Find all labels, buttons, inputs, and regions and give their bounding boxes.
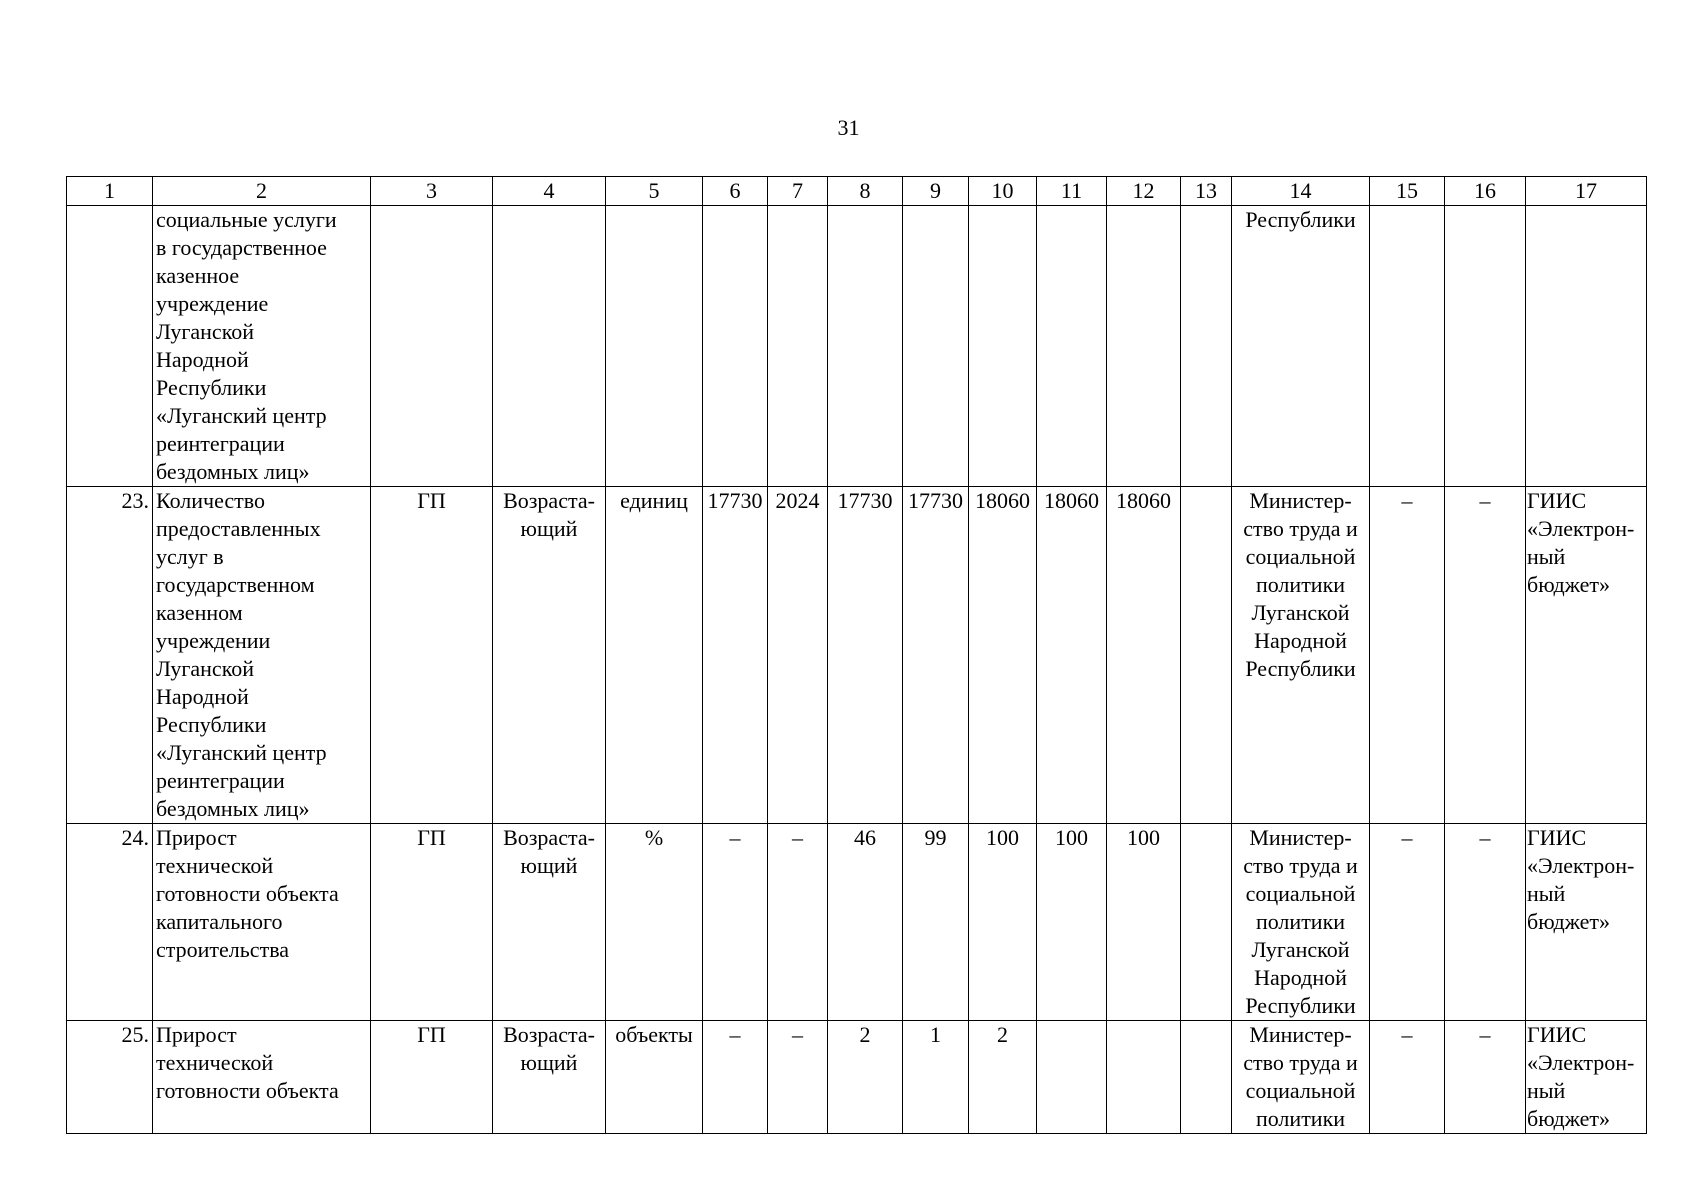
unit-cell: [606, 206, 703, 487]
cell-text-line: ный: [1527, 881, 1566, 906]
cell-text-line: Министер-: [1249, 1022, 1352, 1047]
cell-text-line: Народной: [1254, 965, 1347, 990]
cell-text-line: технической: [156, 1050, 274, 1075]
header-cell: 8: [828, 177, 903, 206]
cell-text-line: ГИИС: [1527, 1022, 1587, 1047]
cell-text-line: политики: [1255, 572, 1346, 597]
cell-text-line: ный: [1527, 1078, 1566, 1103]
value-cell-10: 18060: [969, 487, 1037, 824]
indicator-name-cell: [153, 824, 371, 1021]
cell-text-line: «Электрон-: [1527, 516, 1635, 541]
indicator-type-cell: ГП: [371, 1021, 493, 1134]
table-row: [67, 487, 1647, 824]
unit-cell: единиц: [606, 487, 703, 824]
cell-text-line: Луганской: [156, 319, 255, 344]
cell-text-line: Министер-: [1249, 825, 1352, 850]
value-cell-7: 2024: [768, 487, 828, 824]
cell-text-line: ющий: [520, 853, 578, 878]
cell-text-line: ство труда и: [1243, 516, 1358, 541]
row-number-cell: [67, 206, 153, 487]
unit-cell: объекты: [606, 1021, 703, 1134]
cell-text-line: ство труда и: [1243, 853, 1358, 878]
value-cell-6: 17730: [703, 487, 768, 824]
cell-text-line: казенное: [156, 263, 240, 288]
trend-cell: [493, 206, 606, 487]
header-cell: 2: [153, 177, 371, 206]
value-cell-15: –: [1370, 824, 1445, 1021]
cell-text-line: Количество: [156, 488, 266, 513]
cell-text-line: ный: [1527, 544, 1566, 569]
cell-text-line: технической: [156, 853, 274, 878]
cell-text-line: ющий: [520, 1050, 578, 1075]
cell-text-line: Народной: [156, 347, 249, 372]
cell-text-line: Луганской: [156, 656, 255, 681]
cell-text-line: капитального: [156, 909, 283, 934]
value-cell-11: [1037, 206, 1107, 487]
responsible-cell: [1232, 206, 1370, 487]
cell-text-line: строительства: [156, 937, 290, 962]
cell-text-line: ющий: [520, 516, 578, 541]
cell-text-line: бюджет»: [1527, 1106, 1610, 1131]
cell-text-line: бюджет»: [1527, 909, 1610, 934]
indicator-name-cell: [153, 487, 371, 824]
value-cell-16: –: [1445, 487, 1526, 824]
cell-text-line: бездомных лиц»: [156, 459, 310, 484]
header-cell: 3: [371, 177, 493, 206]
cell-text-line: Республики: [156, 712, 267, 737]
cell-text-line: Министер-: [1249, 488, 1352, 513]
header-cell: 5: [606, 177, 703, 206]
value-cell-6: –: [703, 824, 768, 1021]
header-cell: 13: [1181, 177, 1232, 206]
value-cell-9: 17730: [903, 487, 969, 824]
indicators-table: [66, 176, 1647, 1134]
cell-text-line: Прирост: [156, 1022, 237, 1047]
header-cell: 12: [1107, 177, 1181, 206]
cell-text-line: социальные услуги: [156, 207, 337, 232]
value-cell-9: 99: [903, 824, 969, 1021]
cell-text-line: учреждение: [156, 291, 269, 316]
cell-text-line: Народной: [1254, 628, 1347, 653]
header-cell: 1: [67, 177, 153, 206]
cell-text-line: Республики: [1245, 993, 1356, 1018]
value-cell-9: [903, 206, 969, 487]
cell-text-line: «Луганский центр: [156, 403, 327, 428]
table-header-row: [67, 177, 1647, 206]
cell-text-line: готовности объекта: [156, 1078, 339, 1103]
cell-text-line: «Луганский центр: [156, 740, 327, 765]
indicator-name-cell: [153, 1021, 371, 1134]
table-row: [67, 206, 1647, 487]
header-cell: 14: [1232, 177, 1370, 206]
cell-text-line: Луганской: [1251, 600, 1350, 625]
value-cell-12: [1107, 206, 1181, 487]
value-cell-15: [1370, 206, 1445, 487]
cell-text-line: социальной: [1245, 544, 1356, 569]
cell-text-line: услуг в: [156, 544, 224, 569]
cell-text-line: ГИИС: [1527, 488, 1587, 513]
value-cell-7: [768, 206, 828, 487]
cell-text-line: Луганской: [1251, 937, 1350, 962]
trend-cell: [493, 824, 606, 1021]
unit-cell: %: [606, 824, 703, 1021]
cell-text-line: бездомных лиц»: [156, 796, 310, 821]
cell-text-line: Возраста-: [503, 1022, 595, 1047]
cell-text-line: реинтеграции: [156, 768, 285, 793]
responsible-cell: [1232, 487, 1370, 824]
cell-text-line: политики: [1255, 1106, 1346, 1131]
value-cell-10: 100: [969, 824, 1037, 1021]
cell-text-line: Республики: [1245, 207, 1356, 232]
value-cell-15: –: [1370, 487, 1445, 824]
page-number: 31: [837, 115, 860, 140]
source-cell: [1526, 206, 1647, 487]
indicator-type-cell: ГП: [371, 824, 493, 1021]
value-cell-6: –: [703, 1021, 768, 1134]
cell-text-line: социальной: [1245, 881, 1356, 906]
header-cell: 7: [768, 177, 828, 206]
cell-text-line: казенном: [156, 600, 243, 625]
cell-text-line: Возраста-: [503, 825, 595, 850]
cell-text-line: готовности объекта: [156, 881, 339, 906]
header-cell: 6: [703, 177, 768, 206]
responsible-cell: [1232, 1021, 1370, 1134]
cell-text-line: социальной: [1245, 1078, 1356, 1103]
cell-text-line: политики: [1255, 909, 1346, 934]
value-cell-8: 2: [828, 1021, 903, 1134]
cell-text-line: ство труда и: [1243, 1050, 1358, 1075]
table-row: [67, 1021, 1647, 1134]
header-cell: 9: [903, 177, 969, 206]
value-cell-10: 2: [969, 1021, 1037, 1134]
row-number-cell: 25.: [67, 1021, 153, 1134]
trend-cell: [493, 1021, 606, 1134]
value-cell-7: –: [768, 824, 828, 1021]
header-cell: 10: [969, 177, 1037, 206]
cell-text-line: «Электрон-: [1527, 853, 1635, 878]
responsible-cell: [1232, 824, 1370, 1021]
header-cell: 4: [493, 177, 606, 206]
cell-text-line: Народной: [156, 684, 249, 709]
value-cell-12: 100: [1107, 824, 1181, 1021]
value-cell-15: –: [1370, 1021, 1445, 1134]
source-cell: [1526, 824, 1647, 1021]
cell-text-line: реинтеграции: [156, 431, 285, 456]
cell-text-line: бюджет»: [1527, 572, 1610, 597]
cell-text-line: предоставленных: [156, 516, 321, 541]
header-cell: 15: [1370, 177, 1445, 206]
value-cell-13: [1181, 1021, 1232, 1134]
value-cell-11: 18060: [1037, 487, 1107, 824]
value-cell-8: [828, 206, 903, 487]
indicator-type-cell: [371, 206, 493, 487]
header-cell: 11: [1037, 177, 1107, 206]
value-cell-8: 46: [828, 824, 903, 1021]
value-cell-8: 17730: [828, 487, 903, 824]
source-cell: [1526, 487, 1647, 824]
table-row: [67, 824, 1647, 1021]
cell-text-line: Республики: [1245, 656, 1356, 681]
indicator-type-cell: ГП: [371, 487, 493, 824]
cell-text-line: Возраста-: [503, 488, 595, 513]
indicator-name-cell: [153, 206, 371, 487]
value-cell-16: [1445, 206, 1526, 487]
cell-text-line: «Электрон-: [1527, 1050, 1635, 1075]
value-cell-11: [1037, 1021, 1107, 1134]
trend-cell: [493, 487, 606, 824]
value-cell-6: [703, 206, 768, 487]
cell-text-line: Республики: [156, 375, 267, 400]
value-cell-12: [1107, 1021, 1181, 1134]
cell-text-line: учреждении: [156, 628, 271, 653]
cell-text-line: Прирост: [156, 825, 237, 850]
value-cell-7: –: [768, 1021, 828, 1134]
header-cell: 16: [1445, 177, 1526, 206]
cell-text-line: в государственное: [156, 235, 327, 260]
value-cell-13: [1181, 206, 1232, 487]
value-cell-10: [969, 206, 1037, 487]
value-cell-12: 18060: [1107, 487, 1181, 824]
cell-text-line: государственном: [156, 572, 315, 597]
row-number-cell: 23.: [67, 487, 153, 824]
value-cell-9: 1: [903, 1021, 969, 1134]
value-cell-16: –: [1445, 824, 1526, 1021]
header-cell: 17: [1526, 177, 1647, 206]
value-cell-13: [1181, 824, 1232, 1021]
source-cell: [1526, 1021, 1647, 1134]
value-cell-16: –: [1445, 1021, 1526, 1134]
row-number-cell: 24.: [67, 824, 153, 1021]
value-cell-11: 100: [1037, 824, 1107, 1021]
value-cell-13: [1181, 487, 1232, 824]
cell-text-line: ГИИС: [1527, 825, 1587, 850]
